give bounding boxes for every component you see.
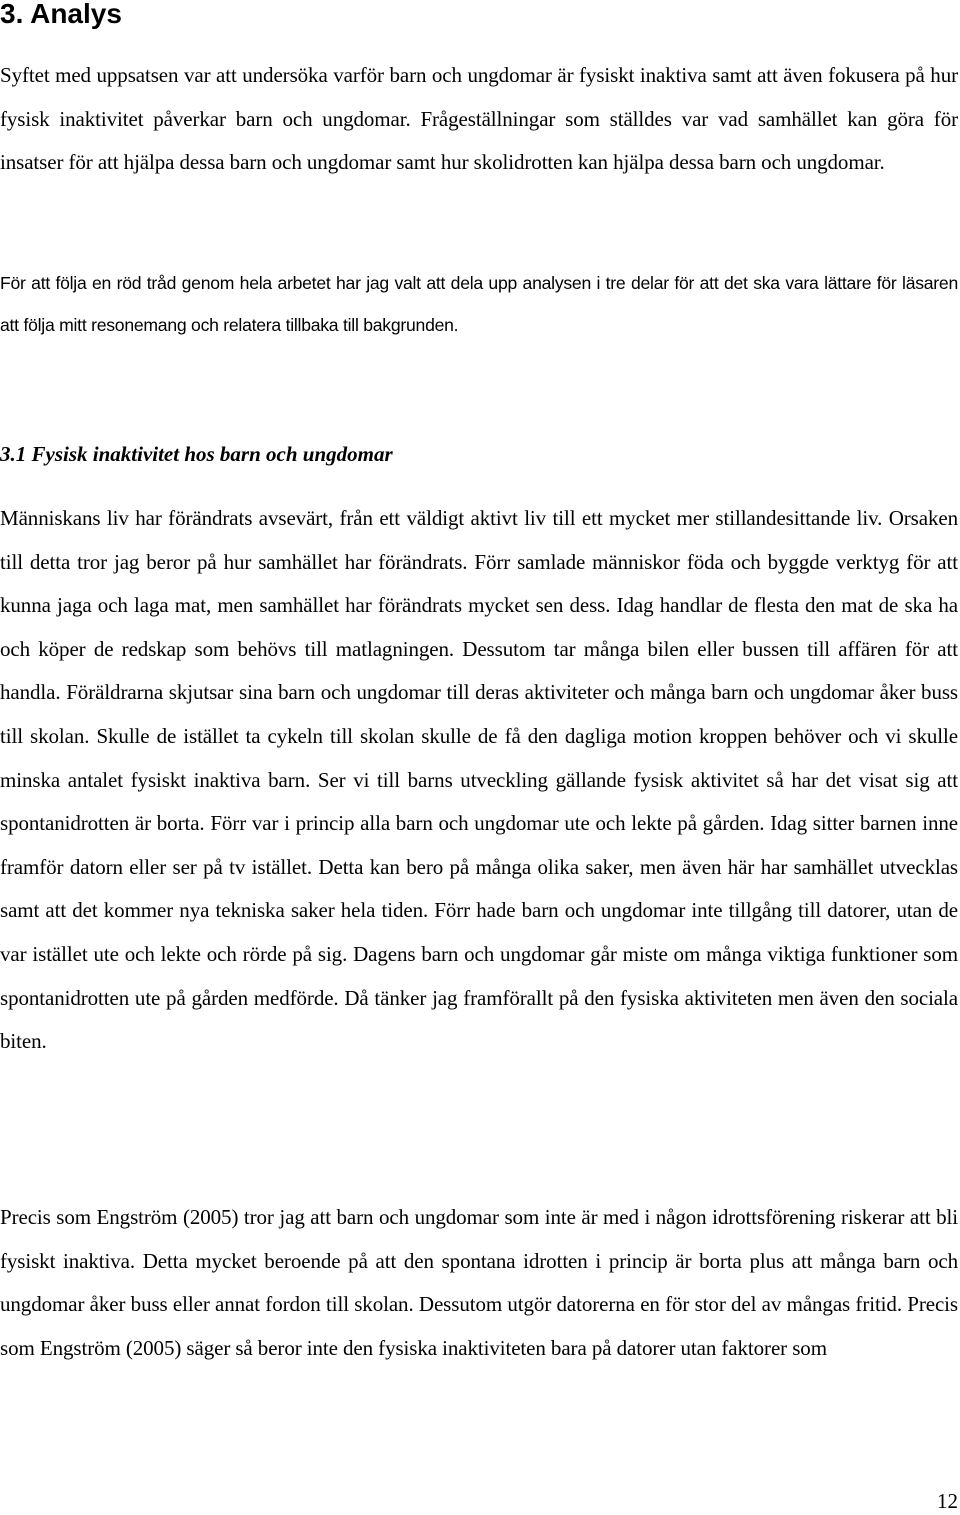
section-heading: 3. Analys [0,0,122,29]
subsection-heading: 3.1 Fysisk inaktivitet hos barn och ungdomar [0,442,393,466]
body-paragraph-engstrom: Precis som Engström (2005) tror jag att barn och ungdomar som inte är med i någon idrottsförening riskerar att bli fysiskt inaktiva. Detta mycket beroende på att den spontana idrotten i princip är borta plus att många barn och ungdomar åker buss eller annat fordon till skolan. Dessutom utgör datorerna en för stor del av mångas fritid. Precis som Engström (2005) säger så beror inte den fysiska inaktiviteten bara på datorer utan faktorer som [0,1205,958,1360]
page-number: 12 [937,1489,958,1513]
structure-paragraph: För att följa en röd tråd genom hela arbetet har jag valt att dela upp analysen i tre delar för att det ska vara lättare för läsaren att följa mitt resonemang och relatera tillbaka till bakgrunden. [0,273,958,335]
intro-paragraph: Syftet med uppsatsen var att undersöka varför barn och ungdomar är fysiskt inaktiva samt att även fokusera på hur fysisk inaktivitet påverkar barn och ungdomar. Frågeställningar som ställdes var vad samhället kan göra för insatser för att hjälpa dessa barn och ungdomar samt hur skolidrotten kan hjälpa dessa barn och ungdomar. [0,63,958,175]
body-paragraph-inactivity: Människans liv har förändrats avsevärt, från ett väldigt aktivt liv till ett mycket mer stillandesittande liv. Orsaken till detta tror jag beror på hur samhället har förändrats. Förr samlade människor föda och byggde verktyg för att kunna jaga och laga mat, men samhället har förändrats mycket sen dess. Idag handlar de flesta den mat de ska ha och köper de redskap som behövs till matlagningen. Dessutom tar många bilen eller bussen till affären för att handla. Föräldrarna skjutsar sina barn och ungdomar till deras aktiviteter och många barn och ungdomar åker buss till skolan. Skulle de istället ta cykeln till skolan skulle de få den dagliga motion kroppen behöver och vi skulle minska antalet fysiskt inaktiva barn. Ser vi till barns utveckling gällande fysisk aktivitet så har det visat sig att spontanidrotten är borta. Förr var i princip alla barn och ungdomar ute och lekte på gården. Idag sitter barnen inne framför datorn eller ser på tv istället. Detta kan bero på många olika saker, men även här har samhället utvecklas samt att det kommer nya tekniska saker hela tiden. Förr hade barn och ungdomar inte tillgång till datorer, utan de var istället ute och lekte och rörde på sig. Dagens barn och ungdomar går miste om många viktiga funktioner som spontanidrotten ute på gården medförde. Då tänker jag framförallt på den fysiska aktiviteten men även den sociala biten. [0,506,958,1054]
